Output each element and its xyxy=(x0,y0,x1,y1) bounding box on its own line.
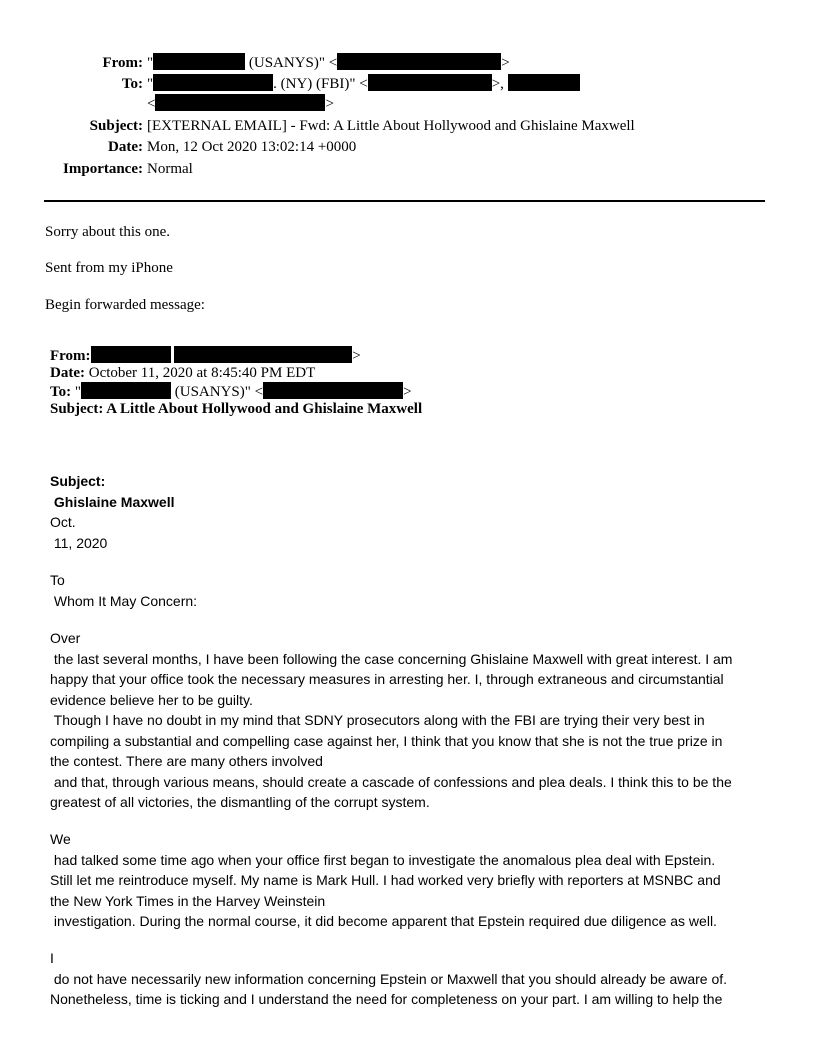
fwd-to-label: To: xyxy=(50,384,72,400)
redaction-block xyxy=(81,382,171,399)
paragraph-line: the New York Times in the Harvey Weinstein xyxy=(50,892,326,909)
importance-value: Normal xyxy=(147,161,193,177)
paragraph-line: Though I have no doubt in my mind that SDNY prosecutors along with the FBI are trying their very best in xyxy=(50,712,705,728)
paragraph-line: I xyxy=(50,950,54,966)
subject-value: [EXTERNAL EMAIL] - Fwd: A Little About Hollywood and Ghislaine Maxwell xyxy=(147,118,635,134)
fwd-from-label: From: xyxy=(50,348,91,364)
paragraph-line: do not have necessarily new information concerning Epstein or Maxwell that you should already be aware of. xyxy=(50,970,728,987)
letter-to-2: Whom It May Concern: xyxy=(50,592,198,609)
redaction-block xyxy=(508,74,580,91)
letter-paragraph-2 xyxy=(50,829,770,932)
redaction-block xyxy=(368,74,492,91)
fwd-to-org: (USANYS)" < xyxy=(174,384,264,400)
body-line-1: Sorry about this one. xyxy=(45,224,170,240)
paragraph-line: and that, through various means, should create a cascade of confessions and plea deals. I think this to be the xyxy=(50,773,732,790)
paragraph-line: had talked some time ago when your office first began to investigate the anomalous plea deal with Epstein. xyxy=(50,851,716,868)
date-value: Mon, 12 Oct 2020 13:02:14 +0000 xyxy=(147,139,357,155)
fwd-to-row: To: " (USANYS)" < > xyxy=(50,384,412,400)
paragraph-line: Nonetheless, time is ticking and I understand the need for completeness on your part. I am willing to help the xyxy=(50,991,723,1007)
paragraph-line: We xyxy=(50,831,71,847)
paragraph-line: the contest. There are many others involved xyxy=(50,753,323,769)
from-value: " (USANYS)" < > xyxy=(147,55,510,71)
date-label: Date: xyxy=(108,139,143,155)
redaction-block xyxy=(174,346,352,363)
header-to-row-2: < > xyxy=(147,96,334,112)
letter-paragraph-3 xyxy=(50,948,770,1010)
letter-date-2: 11, 2020 xyxy=(50,534,108,551)
letter-subject-label: Subject: xyxy=(50,473,106,489)
redaction-block xyxy=(91,346,171,363)
letter-to-1: To xyxy=(50,572,65,588)
redaction-block xyxy=(263,382,403,399)
fwd-date-row xyxy=(50,364,315,382)
letter-salutation xyxy=(50,570,770,611)
letter-subject xyxy=(50,471,770,553)
letter-paragraph-1 xyxy=(50,628,770,813)
redaction-block xyxy=(337,53,501,70)
paragraph-line: evidence believe her to be guilty. xyxy=(50,691,253,708)
fwd-subject-row xyxy=(50,400,422,418)
body-line-3: Begin forwarded message: xyxy=(45,297,205,313)
redaction-block xyxy=(153,74,273,91)
letter-date-1: Oct. xyxy=(50,514,76,530)
fwd-date-value: October 11, 2020 at 8:45:40 PM EDT xyxy=(88,365,316,381)
from-org: (USANYS)" < xyxy=(248,55,338,71)
paragraph-line: Over xyxy=(50,630,81,646)
from-label: From: xyxy=(102,55,143,71)
paragraph-line: the last several months, I have been following the case concerning Ghislaine Maxwell with great interest. I am xyxy=(50,650,733,667)
subject-label: Subject: xyxy=(89,118,143,134)
paragraph-line: Still let me reintroduce myself. My name is Mark Hull. I had worked very briefly with reporters at MSNBC and xyxy=(50,872,721,888)
importance-label: Importance: xyxy=(63,161,143,177)
redaction-block xyxy=(153,53,245,70)
body-line-2: Sent from my iPhone xyxy=(45,260,173,276)
to-label: To: xyxy=(121,76,143,92)
to-org: . (NY) (FBI)" < xyxy=(273,76,368,92)
header-divider xyxy=(44,200,765,202)
paragraph-line: investigation. During the normal course, it did become apparent that Epstein required due diligence as well. xyxy=(50,913,717,929)
fwd-from-row: From: > xyxy=(50,348,361,364)
redaction-block xyxy=(155,94,325,111)
paragraph-line: compiling a substantial and compelling case against her, I think that you know that she is not the true prize in xyxy=(50,732,723,749)
fwd-subject-label: Subject: xyxy=(50,401,104,417)
to-value: " . (NY) (FBI)" < >, xyxy=(147,74,580,95)
paragraph-line: greatest of all victories, the dismantling of the corrupt system. xyxy=(50,794,430,810)
letter-subject-value: Ghislaine Maxwell xyxy=(50,493,175,510)
fwd-subject-value: A Little About Hollywood and Ghislaine Maxwell xyxy=(106,401,423,417)
paragraph-line: happy that your office took the necessary measures in arresting her. I, through extraneous and circumstantial xyxy=(50,671,724,687)
fwd-date-label: Date: xyxy=(50,365,85,381)
